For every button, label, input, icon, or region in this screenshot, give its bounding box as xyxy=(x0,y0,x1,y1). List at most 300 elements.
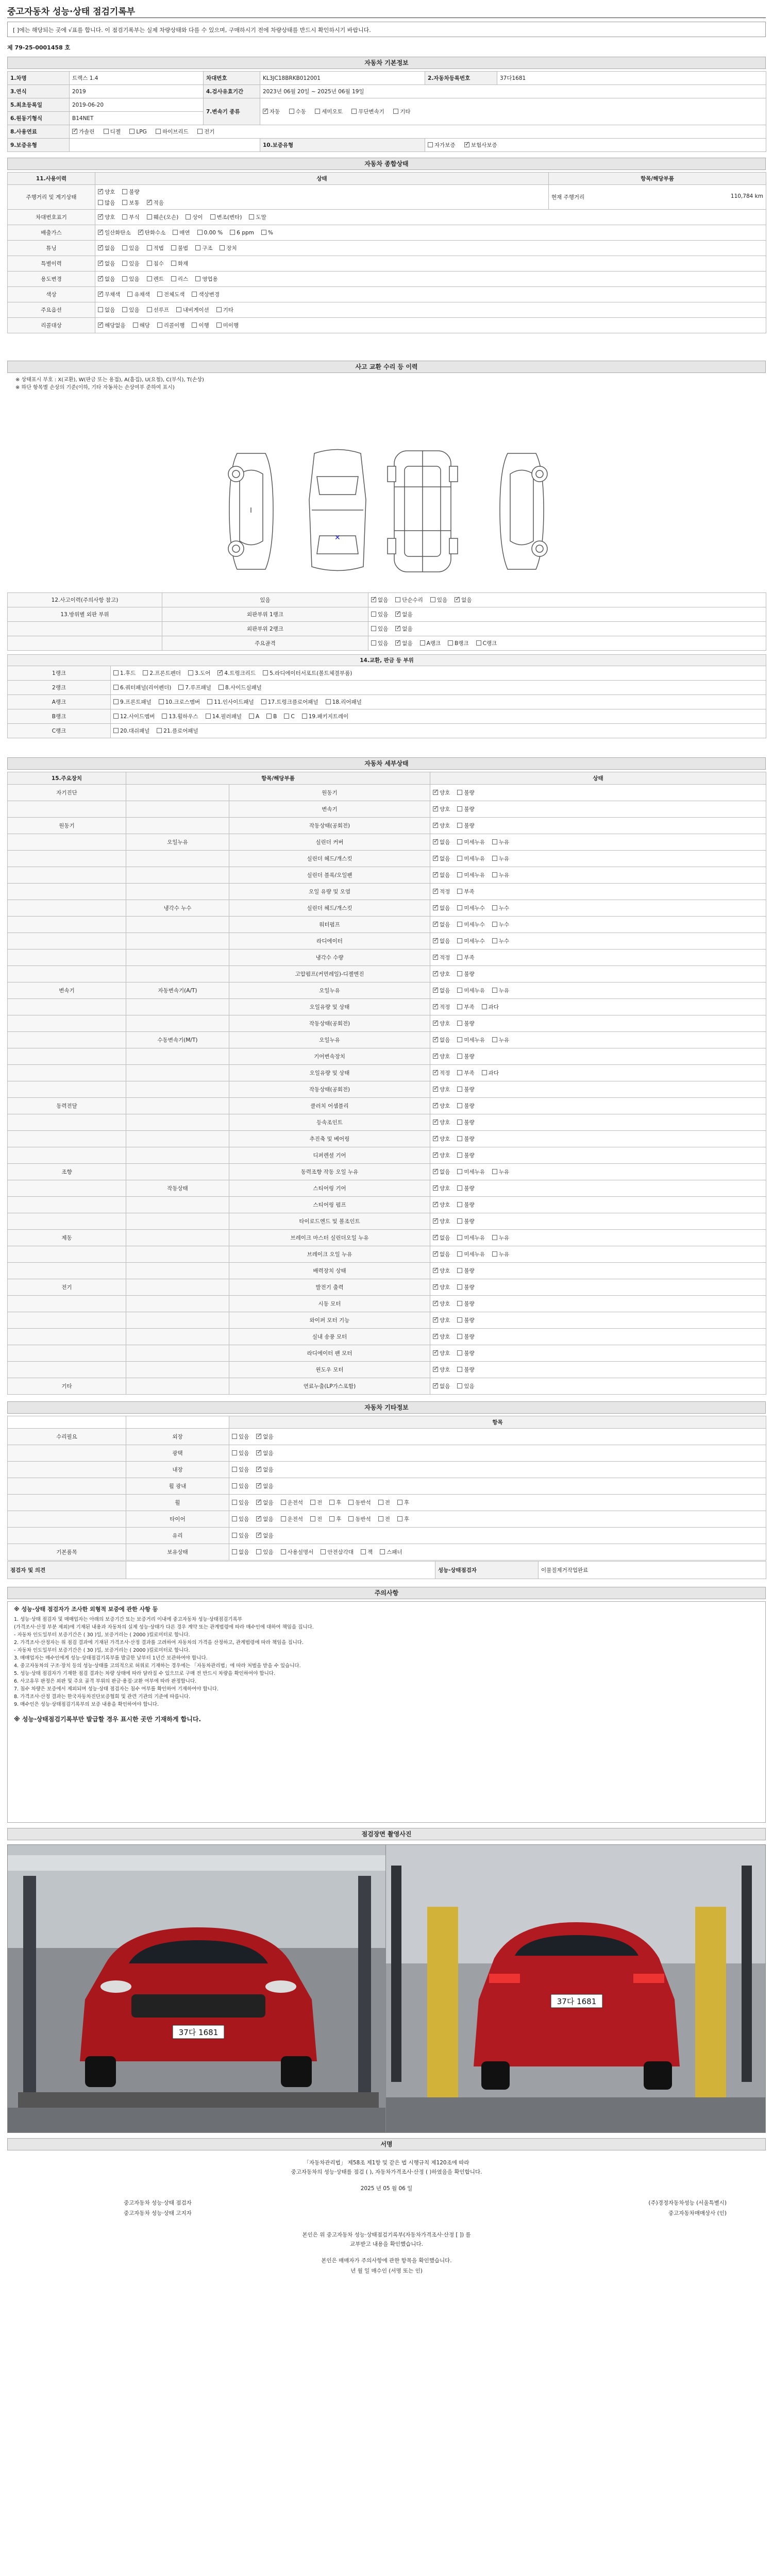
detail-checkbox[interactable] xyxy=(433,856,438,861)
other-checkbox[interactable] xyxy=(256,1434,261,1439)
detail-checkbox[interactable] xyxy=(457,1054,462,1059)
overall-checkbox[interactable] xyxy=(98,292,103,297)
other-checkbox[interactable] xyxy=(232,1434,237,1439)
other-label xyxy=(8,1528,126,1544)
accident-checkbox[interactable] xyxy=(430,597,435,602)
overall-row xyxy=(8,272,766,287)
overall-checkbox[interactable] xyxy=(98,261,103,266)
overall-checkbox[interactable] xyxy=(195,245,200,250)
other-checkbox[interactable] xyxy=(397,1500,402,1505)
other-checkbox[interactable] xyxy=(321,1549,326,1554)
detail-checkbox[interactable] xyxy=(457,856,462,861)
fuel-electric-checkbox[interactable] xyxy=(197,129,203,134)
detail-label xyxy=(126,818,229,834)
detail-checkbox[interactable] xyxy=(457,823,462,828)
other-label xyxy=(8,1478,126,1495)
other-checkbox[interactable] xyxy=(348,1516,354,1521)
overall-checkbox[interactable] xyxy=(192,292,197,297)
detail-checkbox[interactable] xyxy=(457,1334,462,1339)
parts-checkbox[interactable] xyxy=(113,728,119,733)
detail-checkbox[interactable] xyxy=(433,1251,438,1257)
warranty-insurance-checkbox[interactable] xyxy=(464,142,469,147)
accident-row xyxy=(8,622,766,636)
inspection-validity-value: 2023년 06월 20일 ~ 2025년 06월 19일 xyxy=(260,85,766,98)
detail-label xyxy=(8,1180,126,1197)
transmission-cvt-checkbox[interactable] xyxy=(351,109,357,114)
detail-checkbox[interactable] xyxy=(433,1218,438,1224)
detail-checkbox[interactable] xyxy=(457,905,462,910)
detail-checkbox[interactable] xyxy=(433,1185,438,1191)
detail-checkbox[interactable] xyxy=(457,1120,462,1125)
accident-checkbox[interactable] xyxy=(371,626,376,631)
detail-checkbox[interactable] xyxy=(457,1235,462,1240)
transmission-other-checkbox[interactable] xyxy=(393,109,398,114)
overall-checkbox[interactable] xyxy=(173,230,178,235)
overall-checkbox[interactable] xyxy=(133,323,138,328)
detail-checkbox[interactable] xyxy=(433,1350,438,1355)
parts-checkbox[interactable] xyxy=(113,670,119,675)
detail-checkbox[interactable] xyxy=(457,938,462,943)
accident-checkbox[interactable] xyxy=(476,640,481,646)
notes-line: 9. 매수인은 성능·상태점검기록부의 보증 내용을 확인하여야 합니다. xyxy=(14,1702,159,1707)
accident-checkbox[interactable] xyxy=(371,597,376,602)
detail-label: 연료누출(LP가스포함) xyxy=(229,1378,430,1395)
detail-label: 동력전달 xyxy=(8,1098,126,1114)
detail-checkbox[interactable] xyxy=(457,872,462,877)
overall-checkbox[interactable] xyxy=(98,323,103,328)
detail-options: ✓ 양호 불량 xyxy=(430,966,766,982)
overall-checkbox[interactable] xyxy=(138,230,143,235)
accident-label: 주요골격 xyxy=(162,636,368,651)
detail-checkbox[interactable] xyxy=(433,1136,438,1141)
detail-checkbox[interactable] xyxy=(457,922,462,927)
overall-checkbox[interactable] xyxy=(197,230,203,235)
detail-checkbox[interactable] xyxy=(457,889,462,894)
detail-checkbox[interactable] xyxy=(433,889,438,894)
fuel-diesel-checkbox[interactable] xyxy=(104,129,109,134)
other-checkbox[interactable] xyxy=(380,1549,385,1554)
detail-checkbox[interactable] xyxy=(457,1087,462,1092)
detail-label: 타이로드엔드 및 볼조인트 xyxy=(229,1213,430,1230)
meter-ok-checkbox[interactable] xyxy=(98,189,103,194)
detail-checkbox[interactable] xyxy=(433,839,438,844)
accident-checkbox[interactable] xyxy=(448,640,453,646)
overall-checkbox[interactable] xyxy=(249,214,254,219)
other-options: 있음✓ 없음 xyxy=(229,1445,766,1462)
overall-checkbox[interactable] xyxy=(122,214,127,219)
overall-row xyxy=(8,287,766,302)
overall-checkbox[interactable] xyxy=(147,276,152,281)
detail-options: ✓ 양호 불량 xyxy=(430,1213,766,1230)
detail-checkbox[interactable] xyxy=(433,1301,438,1306)
detail-label: 자동변속기(A/T) xyxy=(126,982,229,999)
other-checkbox[interactable] xyxy=(348,1500,354,1505)
detail-options: ✓ 양호 불량 xyxy=(430,1048,766,1065)
detail-label xyxy=(126,1296,229,1312)
detail-checkbox[interactable] xyxy=(433,1021,438,1026)
detail-options: ✓ 양호 불량 xyxy=(430,1296,766,1312)
overall-checkbox[interactable] xyxy=(195,276,200,281)
transmission-label: 7.변속기 종류 xyxy=(204,98,260,125)
parts-checkbox[interactable] xyxy=(159,699,164,704)
overall-checkbox[interactable] xyxy=(210,214,215,219)
detail-checkbox[interactable] xyxy=(482,1004,487,1009)
car-left-side-view xyxy=(228,453,273,569)
parts-label: 1랭크 xyxy=(8,666,111,681)
svg-text:✕: ✕ xyxy=(334,534,341,542)
other-checkbox[interactable] xyxy=(256,1467,261,1472)
transmission-semi-checkbox[interactable] xyxy=(315,109,320,114)
detail-checkbox[interactable] xyxy=(433,1103,438,1108)
overall-checkbox[interactable] xyxy=(122,261,127,266)
fuel-lpg-checkbox[interactable] xyxy=(129,129,135,134)
detail-options: ✓ 없음 미세누수 누수 xyxy=(430,917,766,933)
other-checkbox[interactable] xyxy=(397,1516,402,1521)
overall-checkbox[interactable] xyxy=(98,230,103,235)
other-checkbox[interactable] xyxy=(256,1450,261,1455)
detail-checkbox[interactable] xyxy=(457,806,462,811)
parts-checkbox[interactable] xyxy=(157,728,162,733)
accident-options: 있음✓ 없음 xyxy=(368,622,766,636)
detail-checkbox[interactable] xyxy=(433,1120,438,1125)
detail-row xyxy=(8,1345,766,1362)
detail-checkbox[interactable] xyxy=(433,1268,438,1273)
accident-checkbox[interactable] xyxy=(395,597,400,602)
other-checkbox[interactable] xyxy=(232,1549,237,1554)
detail-checkbox[interactable] xyxy=(492,938,497,943)
transmission-manual-checkbox[interactable] xyxy=(289,109,294,114)
detail-checkbox[interactable] xyxy=(457,1301,462,1306)
detail-checkbox[interactable] xyxy=(433,1054,438,1059)
item-part-header: 항목/해당부품 xyxy=(549,173,766,185)
other-checkbox[interactable] xyxy=(256,1549,261,1554)
fuel-hybrid-checkbox[interactable] xyxy=(156,129,161,134)
overall-checkbox[interactable] xyxy=(98,214,103,219)
notes-header: 주의사항 xyxy=(7,1587,766,1599)
other-checkbox[interactable] xyxy=(378,1516,383,1521)
parts-row xyxy=(8,666,766,681)
parts-checkbox[interactable] xyxy=(266,714,272,719)
detail-row xyxy=(8,1329,766,1345)
detail-checkbox[interactable] xyxy=(457,1103,462,1108)
parts-options: 12.사이드멤버 13.휠하우스 14.필러패널 A B C 19.패키지트레이 xyxy=(111,709,766,724)
warranty-self-checkbox[interactable] xyxy=(428,142,433,147)
parts-checkbox[interactable] xyxy=(263,670,268,675)
detail-label xyxy=(8,1312,126,1329)
parts-checkbox[interactable] xyxy=(219,685,224,690)
detail-checkbox[interactable] xyxy=(457,790,462,795)
detail-checkbox[interactable] xyxy=(492,922,497,927)
overall-checkbox[interactable] xyxy=(98,307,103,312)
overall-checkbox[interactable] xyxy=(230,230,235,235)
other-checkbox[interactable] xyxy=(281,1516,286,1521)
detail-label: 추진축 및 베어링 xyxy=(229,1131,430,1147)
detail-checkbox[interactable] xyxy=(457,1021,462,1026)
detail-row xyxy=(8,966,766,982)
detail-checkbox[interactable] xyxy=(457,1317,462,1323)
overall-checkbox[interactable] xyxy=(216,307,222,312)
detail-checkbox[interactable] xyxy=(433,955,438,960)
detail-checkbox[interactable] xyxy=(433,1235,438,1240)
overall-checkbox[interactable] xyxy=(157,323,162,328)
detail-checkbox[interactable] xyxy=(492,988,497,993)
detail-label xyxy=(8,917,126,933)
sign-inspector-name: (주)경정자동차성능 (서울특별시) xyxy=(648,2200,727,2206)
accident-checkbox[interactable] xyxy=(395,640,400,646)
detail-checkbox[interactable] xyxy=(457,1350,462,1355)
detail-checkbox[interactable] xyxy=(433,1004,438,1009)
detail-label: 오일누유 xyxy=(229,982,430,999)
other-checkbox[interactable] xyxy=(232,1533,237,1538)
other-checkbox[interactable] xyxy=(310,1516,315,1521)
mileage-high-checkbox[interactable] xyxy=(98,200,103,205)
detail-options: ✓ 양호 불량 xyxy=(430,801,766,818)
detail-options: ✓ 양호 불량 xyxy=(430,1197,766,1213)
accident-checkbox[interactable] xyxy=(395,612,400,617)
detail-row xyxy=(8,1279,766,1296)
detail-label: 브레이크 마스터 실린더오일 누유 xyxy=(229,1230,430,1246)
detail-label xyxy=(126,950,229,966)
accident-checkbox[interactable] xyxy=(420,640,425,646)
overall-checkbox[interactable] xyxy=(98,276,103,281)
detail-checkbox[interactable] xyxy=(457,1218,462,1224)
other-label xyxy=(8,1445,126,1462)
overall-checkbox[interactable] xyxy=(216,323,222,328)
detail-label xyxy=(8,1015,126,1032)
other-checkbox[interactable] xyxy=(256,1483,261,1488)
other-checkbox[interactable] xyxy=(232,1516,237,1521)
parts-checkbox[interactable] xyxy=(261,699,266,704)
parts-checkbox[interactable] xyxy=(113,714,119,719)
detail-checkbox[interactable] xyxy=(457,1284,462,1290)
accident-checkbox[interactable] xyxy=(371,612,376,617)
parts-checkbox[interactable] xyxy=(113,699,119,704)
other-checkbox[interactable] xyxy=(232,1450,237,1455)
detail-checkbox[interactable] xyxy=(433,922,438,927)
detail-checkbox[interactable] xyxy=(457,971,462,976)
overall-checkbox[interactable] xyxy=(122,307,127,312)
overall-label: 색상 xyxy=(8,287,95,302)
detail-checkbox[interactable] xyxy=(433,1367,438,1372)
overall-checkbox[interactable] xyxy=(157,292,162,297)
detail-checkbox[interactable] xyxy=(433,938,438,943)
detail-checkbox[interactable] xyxy=(457,1383,462,1388)
detail-checkbox[interactable] xyxy=(433,905,438,910)
transmission-auto-checkbox[interactable] xyxy=(263,109,268,114)
detail-label: 실린더 헤드/개스킷 xyxy=(229,851,430,867)
other-row xyxy=(8,1528,766,1544)
detail-label: 작동상태 xyxy=(126,1180,229,1197)
detail-label xyxy=(126,1230,229,1246)
detail-label xyxy=(8,801,126,818)
other-checkbox[interactable] xyxy=(281,1549,286,1554)
detail-label: 스티어링 펌프 xyxy=(229,1197,430,1213)
parts-checkbox[interactable] xyxy=(143,670,148,675)
detail-row xyxy=(8,900,766,917)
detail-checkbox[interactable] xyxy=(433,1070,438,1075)
notes-line: 7. 침수 차량은 보증에서 제외되며 성능·상태 점검자는 침수 여부를 확인하여 기재하여야 합니다. xyxy=(14,1686,219,1692)
parts-checkbox[interactable] xyxy=(113,685,119,690)
detail-checkbox[interactable] xyxy=(433,971,438,976)
detail-options: ✓ 적정 부족 xyxy=(430,884,766,900)
detail-checkbox[interactable] xyxy=(433,1153,438,1158)
parts-checkbox[interactable] xyxy=(302,714,307,719)
parts-checkbox[interactable] xyxy=(326,699,331,704)
detail-checkbox[interactable] xyxy=(433,1087,438,1092)
detail-checkbox[interactable] xyxy=(492,872,497,877)
other-checkbox[interactable] xyxy=(361,1549,366,1554)
other-checkbox[interactable] xyxy=(310,1500,315,1505)
detail-checkbox[interactable] xyxy=(457,955,462,960)
overall-checkbox[interactable] xyxy=(176,307,181,312)
detail-checkbox[interactable] xyxy=(433,790,438,795)
detail-checkbox[interactable] xyxy=(433,1317,438,1323)
other-checkbox[interactable] xyxy=(329,1500,334,1505)
detail-options: ✓ 없음 미세누유 누유 xyxy=(430,1032,766,1048)
detail-checkbox[interactable] xyxy=(433,806,438,811)
car-right-side-view xyxy=(500,453,547,569)
detail-checkbox[interactable] xyxy=(457,1202,462,1207)
detail-checkbox[interactable] xyxy=(492,1235,497,1240)
detail-checkbox[interactable] xyxy=(433,1037,438,1042)
overall-checkbox[interactable] xyxy=(261,230,266,235)
overall-checkbox[interactable] xyxy=(171,276,176,281)
detail-checkbox[interactable] xyxy=(457,1037,462,1042)
detail-checkbox[interactable] xyxy=(457,1251,462,1257)
detail-checkbox[interactable] xyxy=(457,839,462,844)
detail-label: 조향 xyxy=(8,1164,126,1180)
other-checkbox[interactable] xyxy=(256,1500,261,1505)
detail-checkbox[interactable] xyxy=(433,1202,438,1207)
other-item-header: 항목 xyxy=(229,1416,766,1429)
overall-label: 용도변경 xyxy=(8,272,95,287)
parts-checkbox[interactable] xyxy=(178,685,183,690)
detail-checkbox[interactable] xyxy=(433,1284,438,1290)
detail-label: 발전기 출력 xyxy=(229,1279,430,1296)
detail-checkbox[interactable] xyxy=(482,1070,487,1075)
detail-label xyxy=(126,1065,229,1081)
detail-checkbox[interactable] xyxy=(433,1383,438,1388)
detail-checkbox[interactable] xyxy=(492,1251,497,1257)
other-checkbox[interactable] xyxy=(232,1467,237,1472)
detail-label: 기타 xyxy=(8,1378,126,1395)
detail-checkbox[interactable] xyxy=(457,1153,462,1158)
detail-checkbox[interactable] xyxy=(457,1136,462,1141)
other-checkbox[interactable] xyxy=(378,1500,383,1505)
car-diagram xyxy=(216,438,557,582)
other-checkbox[interactable] xyxy=(232,1483,237,1488)
detail-checkbox[interactable] xyxy=(433,1169,438,1174)
detail-options: ✓ 없음 미세누수 누수 xyxy=(430,900,766,917)
notes-line: (가격조사·산정 부분 제외)에 기재된 내용과 자동차의 실제 성능·상태가 다른 경우 계약 또는 관계법령에 따라 매수인에 대하여 책임을 집니다. xyxy=(14,1624,314,1630)
detail-checkbox[interactable] xyxy=(457,1185,462,1191)
parts-checkbox[interactable] xyxy=(207,699,212,704)
detail-checkbox[interactable] xyxy=(457,1268,462,1273)
other-checkbox[interactable] xyxy=(256,1533,261,1538)
overall-checkbox[interactable] xyxy=(147,214,152,219)
overall-checkbox[interactable] xyxy=(122,245,127,250)
detail-label xyxy=(126,851,229,867)
accident-label: 외판부위 2랭크 xyxy=(162,622,368,636)
other-checkbox[interactable] xyxy=(256,1516,261,1521)
detail-options: ✓ 양호 불량 xyxy=(430,1263,766,1279)
detail-label: 변속기 xyxy=(8,982,126,999)
detail-checkbox[interactable] xyxy=(492,1037,497,1042)
detail-status-col-header: 상태 xyxy=(430,772,766,785)
detail-checkbox[interactable] xyxy=(433,823,438,828)
overall-label: 배출가스 xyxy=(8,225,95,241)
detail-checkbox[interactable] xyxy=(457,1070,462,1075)
accident-checkbox[interactable] xyxy=(395,626,400,631)
overall-checkbox[interactable] xyxy=(147,245,152,250)
warranty-type-label-2: 10.보증유형 xyxy=(260,139,425,152)
detail-row xyxy=(8,1263,766,1279)
detail-checkbox[interactable] xyxy=(457,1169,462,1174)
detail-options: ✓ 양호 불량 xyxy=(430,785,766,801)
parts-checkbox[interactable] xyxy=(206,714,211,719)
detail-checkbox[interactable] xyxy=(492,839,497,844)
detail-checkbox[interactable] xyxy=(433,988,438,993)
detail-checkbox[interactable] xyxy=(457,1367,462,1372)
detail-row xyxy=(8,1114,766,1131)
overall-checkbox[interactable] xyxy=(98,245,103,250)
other-checkbox[interactable] xyxy=(232,1500,237,1505)
overall-checkbox[interactable] xyxy=(147,261,152,266)
detail-checkbox[interactable] xyxy=(457,1004,462,1009)
detail-checkbox[interactable] xyxy=(433,872,438,877)
parts-checkbox[interactable] xyxy=(217,670,223,675)
overall-checkbox[interactable] xyxy=(186,214,191,219)
parts-checkbox[interactable] xyxy=(188,670,193,675)
detail-options: ✓ 없음 미세누유 누유 xyxy=(430,1164,766,1180)
detail-checkbox[interactable] xyxy=(457,988,462,993)
accident-checkbox[interactable] xyxy=(455,597,460,602)
fuel-gasoline-checkbox[interactable] xyxy=(72,129,77,134)
overall-checkbox[interactable] xyxy=(127,292,132,297)
detail-checkbox[interactable] xyxy=(433,1334,438,1339)
accident-options: 있음✓ 없음 xyxy=(368,607,766,622)
other-checkbox[interactable] xyxy=(329,1516,334,1521)
overall-checkbox[interactable] xyxy=(220,245,225,250)
overall-checkbox[interactable] xyxy=(122,276,127,281)
other-label: 광택 xyxy=(126,1445,229,1462)
other-label xyxy=(8,1495,126,1511)
detail-checkbox[interactable] xyxy=(492,905,497,910)
overall-checkbox[interactable] xyxy=(192,323,197,328)
basic-info-header: 자동차 기본정보 xyxy=(7,57,766,69)
mileage-normal-checkbox[interactable] xyxy=(122,200,127,205)
parts-checkbox[interactable] xyxy=(162,714,167,719)
overall-checkbox[interactable] xyxy=(171,245,176,250)
parts-checkbox[interactable] xyxy=(284,714,289,719)
detail-checkbox[interactable] xyxy=(492,856,497,861)
detail-options: ✓ 양호 불량 xyxy=(430,1098,766,1114)
notes-lines xyxy=(14,1616,759,1708)
overall-options: ✓ 없음 있음 렌트 리스 영업용 xyxy=(95,272,766,287)
detail-options: ✓ 없음 미세누유 누유 xyxy=(430,982,766,999)
other-options: 있음✓ 없음 xyxy=(229,1429,766,1445)
overall-checkbox[interactable] xyxy=(147,307,152,312)
detail-checkbox[interactable] xyxy=(492,1169,497,1174)
other-checkbox[interactable] xyxy=(281,1500,286,1505)
overall-checkbox[interactable] xyxy=(171,261,176,266)
notes-line: 6. 사고유무 판정은 외판 및 주요 골격 부위의 판금·용접·교환 여부에 따라 판정합니다. xyxy=(14,1679,197,1684)
parts-checkbox[interactable] xyxy=(249,714,254,719)
accident-checkbox[interactable] xyxy=(371,640,376,646)
detail-label xyxy=(8,950,126,966)
meter-bad-checkbox[interactable] xyxy=(122,189,127,194)
mileage-low-checkbox[interactable] xyxy=(147,200,152,205)
